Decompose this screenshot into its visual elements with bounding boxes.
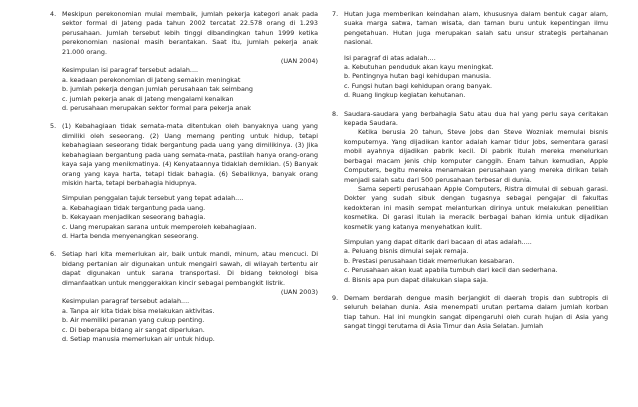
question-item <box>50 10 318 113</box>
option-item: a. Tanpa air kita tidak bisa melakukan aktivitas. <box>62 306 215 315</box>
option-item: c. jumlah pekerja anak di Jateng mengalami kenaikan <box>62 94 234 103</box>
source-note: (UAN 2004) <box>280 57 318 66</box>
question-paragraph: Sama seperti perusahaan Apple Computers, Ristra dimulai di sebuah garasi. Dokter yang sudah sibuk dengan tugasnya sebagai pengajar di fakultas kedokteran ini masih sempat melanturkan dirinya untuk melakukan penelitian kosmetika. Di garasi itulah ia meracik berbagai bahan kimia untuk dijadikan kosmetik yang katanya menyehatkan kulit. <box>344 184 608 231</box>
option-item: b. Pentingnya hutan bagi kehidupan manusia. <box>344 72 492 81</box>
question-prompt: Kesimpulan isi paragraf tersebut adalah.... <box>62 66 199 75</box>
question-paragraph: Setiap hari kita memerlukan air, baik untuk mandi, minum, atau mencuci. Di bidang pertanian air digunakan untuk mengairi sawah, di wilayah tertentu air dapat digunakan untuk sarana transportasi. Di bidang teknologi bisa dimanfaatkan untuk menggerakkan kincir sebagai pembangkit listrik. <box>62 250 318 287</box>
question-prompt: Simpulan yang dapat ditarik dari bacaan di atas adalah..... <box>344 237 532 246</box>
option-item: b. Air memiliki peranan yang cukup penting. <box>62 316 205 325</box>
option-item: a. Kebahagiaan tidak tergantung pada uang. <box>62 203 206 212</box>
option-item: d. Harta benda menyenangkan seseorang. <box>62 231 199 240</box>
question-item <box>50 122 318 241</box>
options-list <box>344 247 608 285</box>
question-number: 6. <box>50 250 57 259</box>
option-item: c. Perusahaan akan kuat apabila tumbuh dari kecil dan sederhana. <box>344 266 558 275</box>
option-item: c. Di beberapa bidang air sangat diperlukan. <box>62 325 205 334</box>
question-prompt: Simpulan penggalan tajuk tersebut yang tepat adalah.... <box>62 194 244 203</box>
options-list <box>62 307 318 345</box>
option-item: b. Kekayaan menjadikan seseorang bahagia. <box>62 213 206 222</box>
option-item: d. perusahaan merupakan sektor formal para pekerja anak <box>62 104 251 113</box>
question-prompt: Isi paragraf di atas adalah.... <box>344 53 436 62</box>
option-item: d. Setiap manusia memerlukan air untuk hidup. <box>62 335 215 343</box>
question-prompt: Kesimpulan paragraf tersebut adalah.... <box>62 297 190 306</box>
question-paragraph: Hutan juga memberikan keindahan alam, khususnya dalam bentuk cagar alam, suaka marga satwa, taman wisata, dan taman buru untuk kepentingan ilmu pengetahuan. Hutan juga merupakan salah satu unsur strategis pertahanan nasional. <box>344 10 608 47</box>
option-item: c. Fungsi hutan bagi kehidupan orang banyak. <box>344 81 493 90</box>
option-item: b. jumlah pekerja dengan jumlah perusahaan tak seimbang <box>62 85 253 94</box>
question-item <box>332 10 608 101</box>
question-paragraph: Saudara-saudara yang berbahagia Satu atau dua hal yang perlu saya ceritakan kepada Saudara. <box>344 109 608 128</box>
question-number: 7. <box>332 10 339 18</box>
option-item: d. Ruang lingkup kegiatan kehutanan. <box>344 91 466 100</box>
question-number: 9. <box>332 293 339 302</box>
source-note: (UAN 2003) <box>280 287 318 296</box>
option-item: a. keadaan perekonomian di Jateng semakin meningkat <box>62 75 241 84</box>
question-paragraph: (1) Kebahagiaan tidak semata-mata ditentukan oleh banyaknya uang yang dimiliki oleh seseorang. (2) Uang memang penting untuk hidup, tetapi kebahagiaan seseorang tidak bergantung pada uang yang dimilikinya. (3) Jika kebahagiaan bergantung pada uang semata-mata, pastilah hanya orang-orang kaya saja yang menikmatinya. (4) Kenyataannya tidaklah demikian. (5) Banyak orang yang kaya harta, tetapi tidak bahagia. (6) Sebaliknya, banyak orang miskin harta, tetapi berbahagia hidupnya. <box>62 122 318 187</box>
option-item: a. Kebutuhan penduduk akan kayu meningkat. <box>344 63 494 72</box>
left-column <box>50 10 318 353</box>
options-list <box>62 76 318 114</box>
question-number: 8. <box>332 109 339 118</box>
option-item: d. Bisnis apa pun dapat dilakukan siapa saja. <box>344 275 489 284</box>
option-item: c. Uang merupakan sarana untuk memperoleh kebahagiaan. <box>62 222 257 231</box>
question-number: 5. <box>50 122 57 131</box>
question-item <box>50 250 318 344</box>
options-list <box>62 204 318 242</box>
options-list <box>344 63 608 101</box>
right-column <box>332 10 608 341</box>
question-paragraph: Demam berdarah dengue masih berjangkit di daerah tropis dan subtropis di seluruh belahan dunia. Asia menempati urutan pertama dalam jumlah korban tiap tahun. Hal ini mungkin sangat dipengaruhi oleh curah hujan di Asia yang sangat tinggi terutama di Asia Timur dan Asia Selatan. Jumlah <box>344 293 608 331</box>
option-item: b. Prestasi perusahaan tidak memerlukan kesabaran. <box>344 256 515 265</box>
question-item <box>332 294 608 332</box>
question-item <box>332 110 608 285</box>
question-paragraph: Ketika berusia 20 tahun, Steve Jobs dan Steve Wozniak memulai bisnis komputernya. Yang dijadikan kantor adalah kamar tidur Jobs, sementara garasi mobil ayahnya dijadikan pabrik kecil. Di pabrik itulah mereka menelurkan berbagai macam jenis chip komputer canggih. Enam tahun kemudian, Apple Computers, begitu mereka menamakan perusahaan yang mereka dirikan telah menjadi salah satu dari 500 perusahaan terbesar di dunia. <box>344 128 608 184</box>
option-item: a. Peluang bisnis dimulai sejak remaja. <box>344 247 469 256</box>
question-paragraph: Meskipun perekonomian mulai membaik, jumlah pekerja kategori anak pada sektor formal di Jateng pada tahun 2002 tercatat 22.578 orang di 1.293 perusahaan. Jumlah tersebut lebih tinggi dibandingkan tahun 1999 ketika perekonomian nasional masih berantakan. Saat itu, jumlah pekerja anak 21.000 orang. <box>62 10 318 56</box>
question-number: 4. <box>50 10 57 18</box>
